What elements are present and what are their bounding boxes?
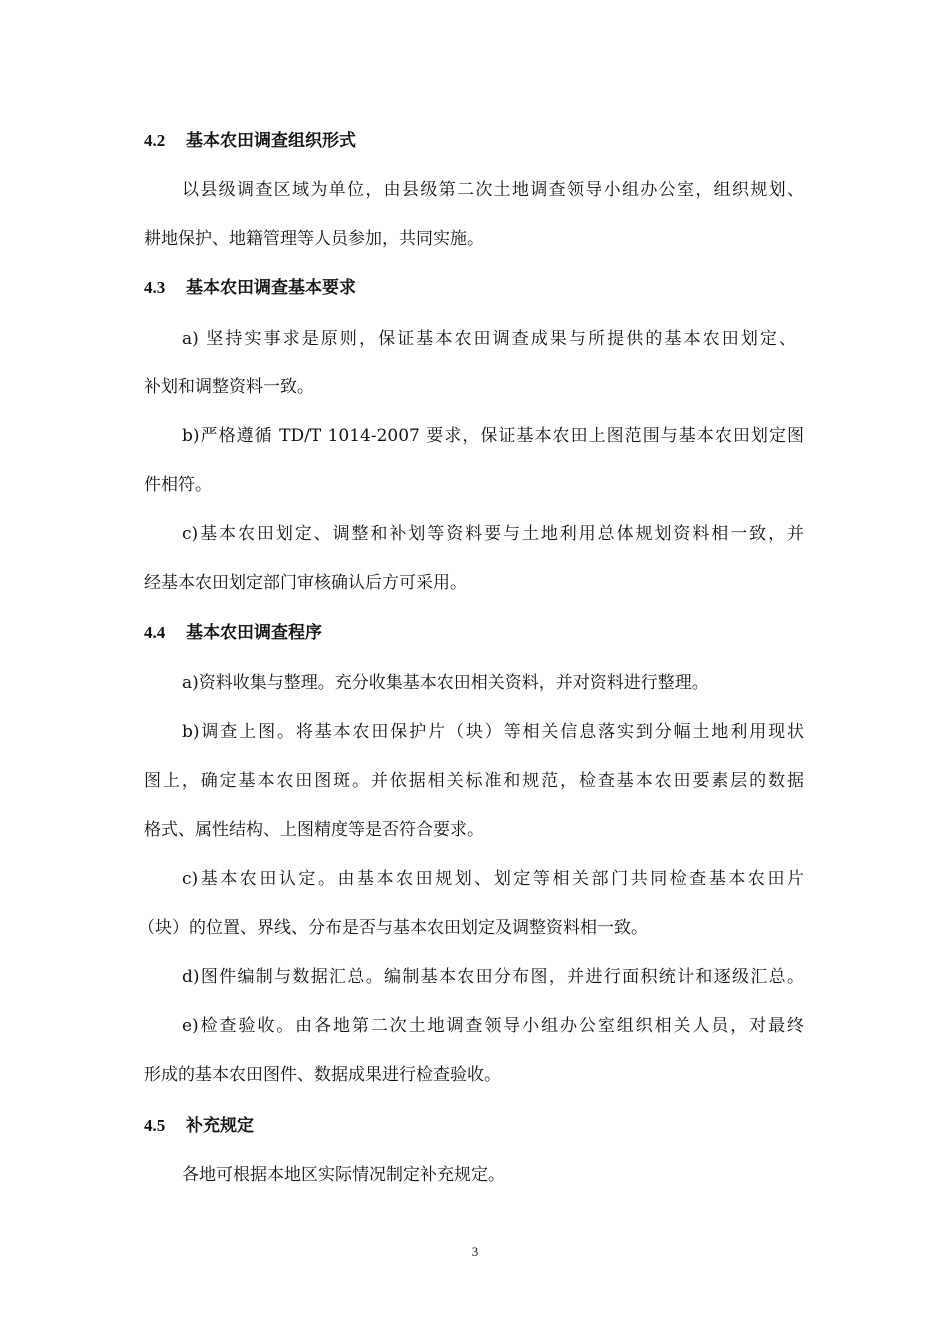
paragraph-line: 格式、属性结构、上图精度等是否符合要求。 <box>144 820 484 840</box>
section-heading-4-3 <box>144 276 356 300</box>
paragraph-line: 各地可根据本地区实际情况制定补充规定。 <box>182 1165 505 1185</box>
paragraph-line: c)基本农田划定、调整和补划等资料要与土地利用总体规划资料相一致，并 <box>182 524 804 544</box>
section-title: 补充规定 <box>186 1116 254 1136</box>
paragraph-line: （块）的位置、界线、分布是否与基本农田划定及调整资料相一致。 <box>138 918 648 938</box>
section-number: 4.4 <box>144 623 166 642</box>
section-heading-4-2 <box>144 129 356 153</box>
page-number: 3 <box>471 1244 479 1259</box>
paragraph-line: 补划和调整资料一致。 <box>144 377 314 397</box>
section-number: 4.3 <box>144 278 166 297</box>
section-heading-4-4 <box>144 621 322 645</box>
paragraph-line: 图上，确定基本农田图斑。并依据相关标准和规范，检查基本农田要素层的数据 <box>144 771 804 791</box>
section-title: 基本农田调查组织形式 <box>186 131 356 151</box>
paragraph-line: d)图件编制与数据汇总。编制基本农田分布图，并进行面积统计和逐级汇总。 <box>182 967 804 987</box>
paragraph-line: c)基本农田认定。由基本农田规划、划定等相关部门共同检查基本农田片 <box>182 869 804 889</box>
paragraph-line: 形成的基本农田图件、数据成果进行检查验收。 <box>144 1065 501 1085</box>
section-title: 基本农田调查程序 <box>186 623 322 643</box>
section-number: 4.2 <box>144 131 166 150</box>
paragraph-line: b)严格遵循 TD/T 1014-2007 要求，保证基本农田上图范围与基本农田划定图 <box>182 426 804 446</box>
paragraph-line: e)检查验收。由各地第二次土地调查领导小组办公室组织相关人员，对最终 <box>182 1016 804 1036</box>
paragraph-line: a)资料收集与整理。充分收集基本农田相关资料，并对资料进行整理。 <box>182 673 709 693</box>
paragraph-line: 经基本农田划定部门审核确认后方可采用。 <box>144 573 467 593</box>
paragraph-line: b)调查上图。将基本农田保护片（块）等相关信息落实到分幅土地利用现状 <box>182 722 804 742</box>
paragraph-line: 以县级调查区域为单位，由县级第二次土地调查领导小组办公室，组织规划、 <box>182 180 804 200</box>
section-title: 基本农田调查基本要求 <box>186 278 356 298</box>
section-heading-4-5 <box>144 1114 254 1138</box>
paragraph-line: a) 坚持实事求是原则，保证基本农田调查成果与所提供的基本农田划定、 <box>182 329 796 349</box>
paragraph-line: 耕地保护、地籍管理等人员参加，共同实施。 <box>144 229 484 249</box>
section-number: 4.5 <box>144 1116 166 1135</box>
paragraph-line: 件相符。 <box>144 475 212 495</box>
